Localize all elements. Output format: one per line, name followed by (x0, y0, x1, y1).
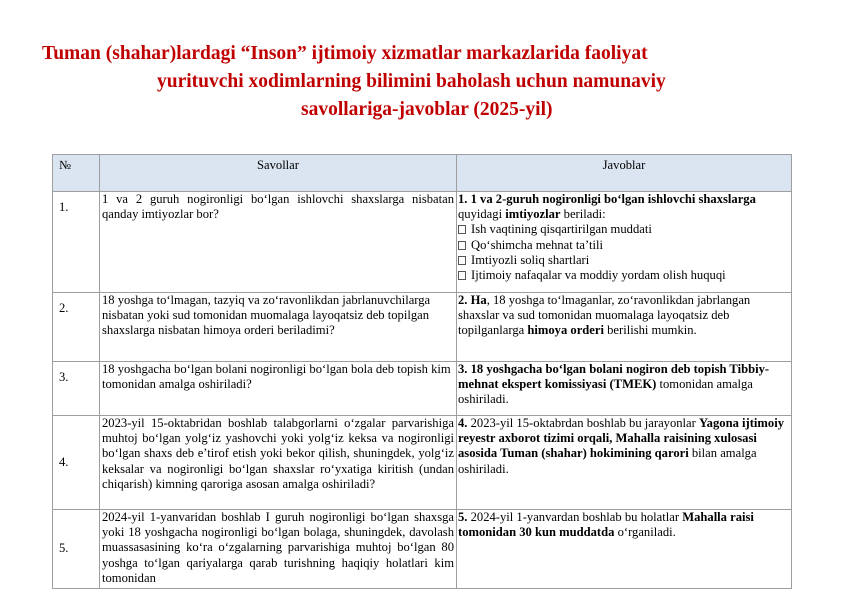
bullet-item: Qo‘shimcha mehnat ta’tili (458, 238, 789, 253)
table-row (53, 362, 792, 416)
title-line-2: yurituvchi xodimlarning bilimini baholash uchun namunaviy (157, 71, 666, 92)
answer-text: 2023-yil 15-oktabrdan boshlab bu jarayonlar (467, 416, 699, 430)
answer-bold: 1. 1 va 2-guruh nogironligi bo‘lgan ishlovchi shaxslarga (458, 192, 756, 206)
answer-bold: 2. Ha (458, 293, 487, 307)
answer-text: tomonidan amalga oshiriladi. (458, 377, 753, 407)
answer-bold: 3. 18 yoshgacha bo‘lgan bolani nogiron deb topish Tibbiy-mehnat ekspert komissiyasi (TMEK) (458, 362, 770, 392)
header-questions: Savollar (100, 155, 457, 192)
question-cell: 18 yoshga to‘lmagan, tazyiq va zo‘ravonlikdan jabrlanuvchilarga nisbatan yoki sud tomonidan muomalaga layoqatsiz deb topilgan shaxslarga nisbatan himoya orderi beriladimi? (100, 293, 457, 362)
answer-bold: 5. (458, 510, 468, 524)
table-row (53, 192, 792, 293)
question-cell: 2024-yil 1-yanvaridan boshlab I guruh nogironligi bo‘lgan shaxsga yoki 18 yoshgacha nogironligi bo‘lgan bolaga, shuningdek, davolash muassasasining ko‘ra o‘zgalarning parvarishiga muhtoj bo‘lgan 80 yoshga to‘lgan qariyalarga qarab turishning haqiqiy holatlari kim tomonidan (100, 510, 457, 589)
answer-text: bilan amalga oshiriladi. (458, 446, 757, 476)
table-row (53, 416, 792, 510)
header-number: № (53, 155, 100, 192)
answer-text: berilishi mumkin. (603, 323, 697, 338)
answer-text: , 18 yoshga to‘lmaganlar, zo‘ravonlikdan jabrlangan shaxslar va sud tomonidan muomalaga layoqatsiz deb topilganlarga (458, 293, 751, 338)
title-line-1: Tuman (shahar)lardagi “Inson” ijtimoiy xizmatlar markazlarida faoliyat (42, 43, 648, 64)
row-number: 4. (53, 416, 100, 510)
bullet-box-icon (458, 225, 466, 234)
answer-cell (457, 192, 792, 293)
table-row (53, 293, 792, 362)
answer-bold: Mahalla raisi tomonidan 30 kun muddatda (458, 510, 754, 540)
header-answers: Javoblar (457, 155, 792, 192)
qa-table (52, 154, 792, 589)
answer-text: o‘rganiladi. (614, 525, 676, 540)
answer-bold: himoya orderi (527, 323, 604, 338)
bullet-item: Imtiyozli soliq shartlari (458, 253, 789, 268)
bullet-box-icon (458, 271, 466, 280)
row-number: 3. (53, 362, 100, 416)
answer-cell (457, 362, 792, 416)
answer-text: quyidagi (458, 207, 506, 222)
answer-cell (457, 416, 792, 510)
answer-cell (457, 510, 792, 589)
bullet-box-icon (458, 256, 466, 265)
row-number: 2. (53, 293, 100, 362)
question-cell: 1 va 2 guruh nogironligi bo‘lgan ishlovchi shaxslarga nisbatan qanday imtiyozlar bor? (100, 192, 457, 293)
answer-bold: Yagona ijtimoiy reyestr axborot tizimi orqali, Mahalla raisining xulosasi asosida Tuman (shahar) hokimining qarori (458, 416, 784, 461)
question-cell: 18 yoshgacha bo‘lgan bolani nogironligi bo‘lgan bola deb topish kim tomonidan amalga oshiriladi? (100, 362, 457, 416)
answer-bold: 4. (458, 416, 468, 430)
answer-text: beriladi: (560, 207, 606, 222)
answer-bold: imtiyozlar (505, 207, 561, 222)
bullet-item: Ijtimoiy nafaqalar va moddiy yordam olish huquqi (458, 268, 789, 283)
table-row (53, 510, 792, 589)
question-cell: 2023-yil 15-oktabridan boshlab talabgorlarni o‘zgalar parvarishiga muhtoj bo‘lgan yolg‘iz yashovchi yoki yolg‘iz keksa va nogironligi bo‘lgan shaxs deb e’tirof etish yoki bekor qilish, shuningdek, yolg‘iz keksalar va nogironligi bo‘lgan shaxslar ro‘yxatiga kiritish (undan chiqarish) kimning qaroriga asosan amalga oshiriladi? (100, 416, 457, 510)
document-title (0, 40, 842, 124)
answer-text: 2024-yil 1-yanvardan boshlab bu holatlar (467, 510, 683, 524)
row-number: 1. (53, 192, 100, 293)
bullet-box-icon (458, 241, 466, 250)
bullet-item: Ish vaqtining qisqartirilgan muddati (458, 222, 789, 237)
title-line-3: savollariga-javoblar (2025-yil) (301, 99, 553, 120)
row-number: 5. (53, 510, 100, 589)
answer-cell (457, 293, 792, 362)
table-header-row (53, 155, 792, 192)
